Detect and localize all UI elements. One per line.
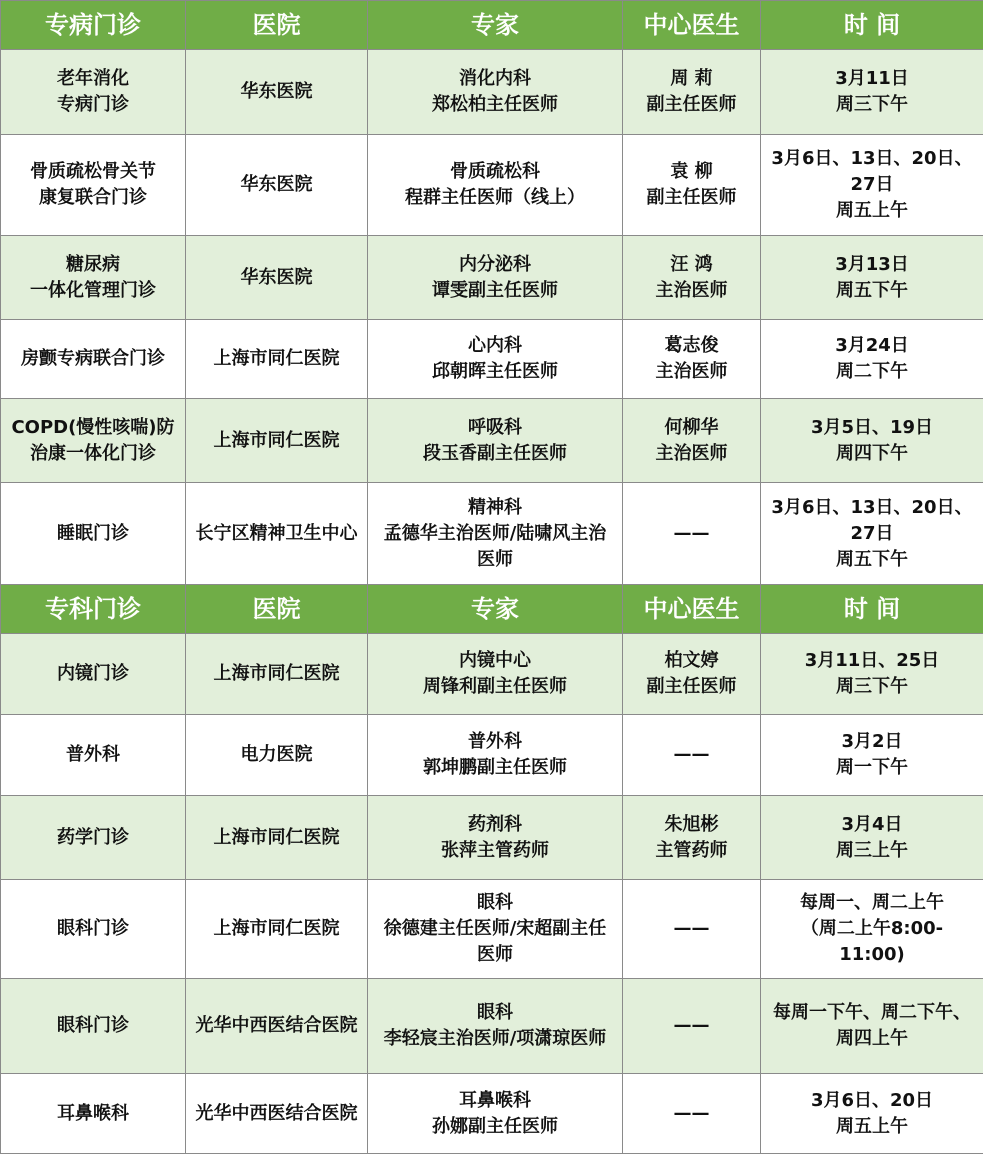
table-row [1, 399, 983, 483]
cell-expert: 内分泌科 谭雯副主任医师 [368, 236, 623, 320]
header-time: 时 间 [761, 1, 983, 50]
cell-hospital: 华东医院 [186, 135, 368, 236]
cell-time: 3月24日 周二下午 [761, 320, 983, 399]
table-row [1, 715, 983, 796]
table-row [1, 483, 983, 585]
cell-expert: 耳鼻喉科 孙娜副主任医师 [368, 1074, 623, 1154]
cell-clinic: 糖尿病 一体化管理门诊 [1, 236, 186, 320]
table-row [1, 135, 983, 236]
cell-time: 3月13日 周五下午 [761, 236, 983, 320]
cell-center-doctor: 朱旭彬 主管药师 [623, 796, 761, 880]
cell-hospital: 光华中西医结合医院 [186, 979, 368, 1074]
cell-hospital: 上海市同仁医院 [186, 796, 368, 880]
cell-clinic: 内镜门诊 [1, 634, 186, 715]
cell-center-doctor: 葛志俊 主治医师 [623, 320, 761, 399]
cell-clinic: 药学门诊 [1, 796, 186, 880]
cell-clinic: 眼科门诊 [1, 880, 186, 979]
cell-clinic: 老年消化 专病门诊 [1, 50, 186, 135]
table-row [1, 880, 983, 979]
cell-hospital: 长宁区精神卫生中心 [186, 483, 368, 585]
cell-hospital: 电力医院 [186, 715, 368, 796]
header-hospital: 医院 [186, 585, 368, 634]
cell-clinic: 房颤专病联合门诊 [1, 320, 186, 399]
cell-center-doctor: 何柳华 主治医师 [623, 399, 761, 483]
table-row [1, 236, 983, 320]
table-row [1, 1074, 983, 1154]
cell-clinic: 睡眠门诊 [1, 483, 186, 585]
section-header-row [1, 585, 983, 634]
cell-expert: 消化内科 郑松柏主任医师 [368, 50, 623, 135]
cell-time: 3月4日 周三上午 [761, 796, 983, 880]
cell-center-doctor: 汪 鸿 主治医师 [623, 236, 761, 320]
cell-expert: 精神科 孟德华主治医师/陆啸风主治 医师 [368, 483, 623, 585]
header-center-doctor: 中心医生 [623, 585, 761, 634]
cell-time: 每周一、周二上午 （周二上午8:00- 11:00) [761, 880, 983, 979]
cell-hospital: 上海市同仁医院 [186, 880, 368, 979]
cell-clinic: 骨质疏松骨关节 康复联合门诊 [1, 135, 186, 236]
header-expert: 专家 [368, 1, 623, 50]
cell-expert: 眼科 李轻宸主治医师/项潇琼医师 [368, 979, 623, 1074]
cell-clinic: 眼科门诊 [1, 979, 186, 1074]
cell-center-doctor: —— [623, 715, 761, 796]
cell-center-doctor: —— [623, 483, 761, 585]
cell-center-doctor: 周 莉 副主任医师 [623, 50, 761, 135]
header-clinic: 专科门诊 [1, 585, 186, 634]
cell-expert: 内镜中心 周锋利副主任医师 [368, 634, 623, 715]
cell-clinic: 耳鼻喉科 [1, 1074, 186, 1154]
cell-hospital: 上海市同仁医院 [186, 320, 368, 399]
cell-time: 3月6日、13日、20日、 27日 周五上午 [761, 135, 983, 236]
cell-time: 3月5日、19日 周四下午 [761, 399, 983, 483]
cell-time: 每周一下午、周二下午、 周四上午 [761, 979, 983, 1074]
table-row [1, 50, 983, 135]
cell-expert: 骨质疏松科 程群主任医师（线上） [368, 135, 623, 236]
cell-center-doctor: 袁 柳 副主任医师 [623, 135, 761, 236]
cell-time: 3月2日 周一下午 [761, 715, 983, 796]
cell-center-doctor: —— [623, 880, 761, 979]
table-row [1, 320, 983, 399]
cell-hospital: 华东医院 [186, 236, 368, 320]
table-row [1, 634, 983, 715]
cell-clinic: 普外科 [1, 715, 186, 796]
section-header-row [1, 1, 983, 50]
cell-hospital: 华东医院 [186, 50, 368, 135]
cell-hospital: 上海市同仁医院 [186, 399, 368, 483]
cell-hospital: 光华中西医结合医院 [186, 1074, 368, 1154]
cell-expert: 普外科 郭坤鹏副主任医师 [368, 715, 623, 796]
cell-time: 3月6日、20日 周五上午 [761, 1074, 983, 1154]
header-center-doctor: 中心医生 [623, 1, 761, 50]
cell-clinic: COPD(慢性咳喘)防 治康一体化门诊 [1, 399, 186, 483]
cell-expert: 眼科 徐德建主任医师/宋超副主任 医师 [368, 880, 623, 979]
cell-center-doctor: 柏文婷 副主任医师 [623, 634, 761, 715]
cell-hospital: 上海市同仁医院 [186, 634, 368, 715]
cell-time: 3月11日 周三下午 [761, 50, 983, 135]
header-expert: 专家 [368, 585, 623, 634]
table-row [1, 796, 983, 880]
cell-expert: 呼吸科 段玉香副主任医师 [368, 399, 623, 483]
header-clinic: 专病门诊 [1, 1, 186, 50]
cell-center-doctor: —— [623, 1074, 761, 1154]
header-time: 时 间 [761, 585, 983, 634]
cell-time: 3月6日、13日、20日、 27日 周五下午 [761, 483, 983, 585]
cell-center-doctor: —— [623, 979, 761, 1074]
cell-expert: 药剂科 张萍主管药师 [368, 796, 623, 880]
table-row [1, 979, 983, 1074]
cell-expert: 心内科 邱朝晖主任医师 [368, 320, 623, 399]
header-hospital: 医院 [186, 1, 368, 50]
cell-time: 3月11日、25日 周三下午 [761, 634, 983, 715]
schedule-body [1, 1, 983, 1154]
